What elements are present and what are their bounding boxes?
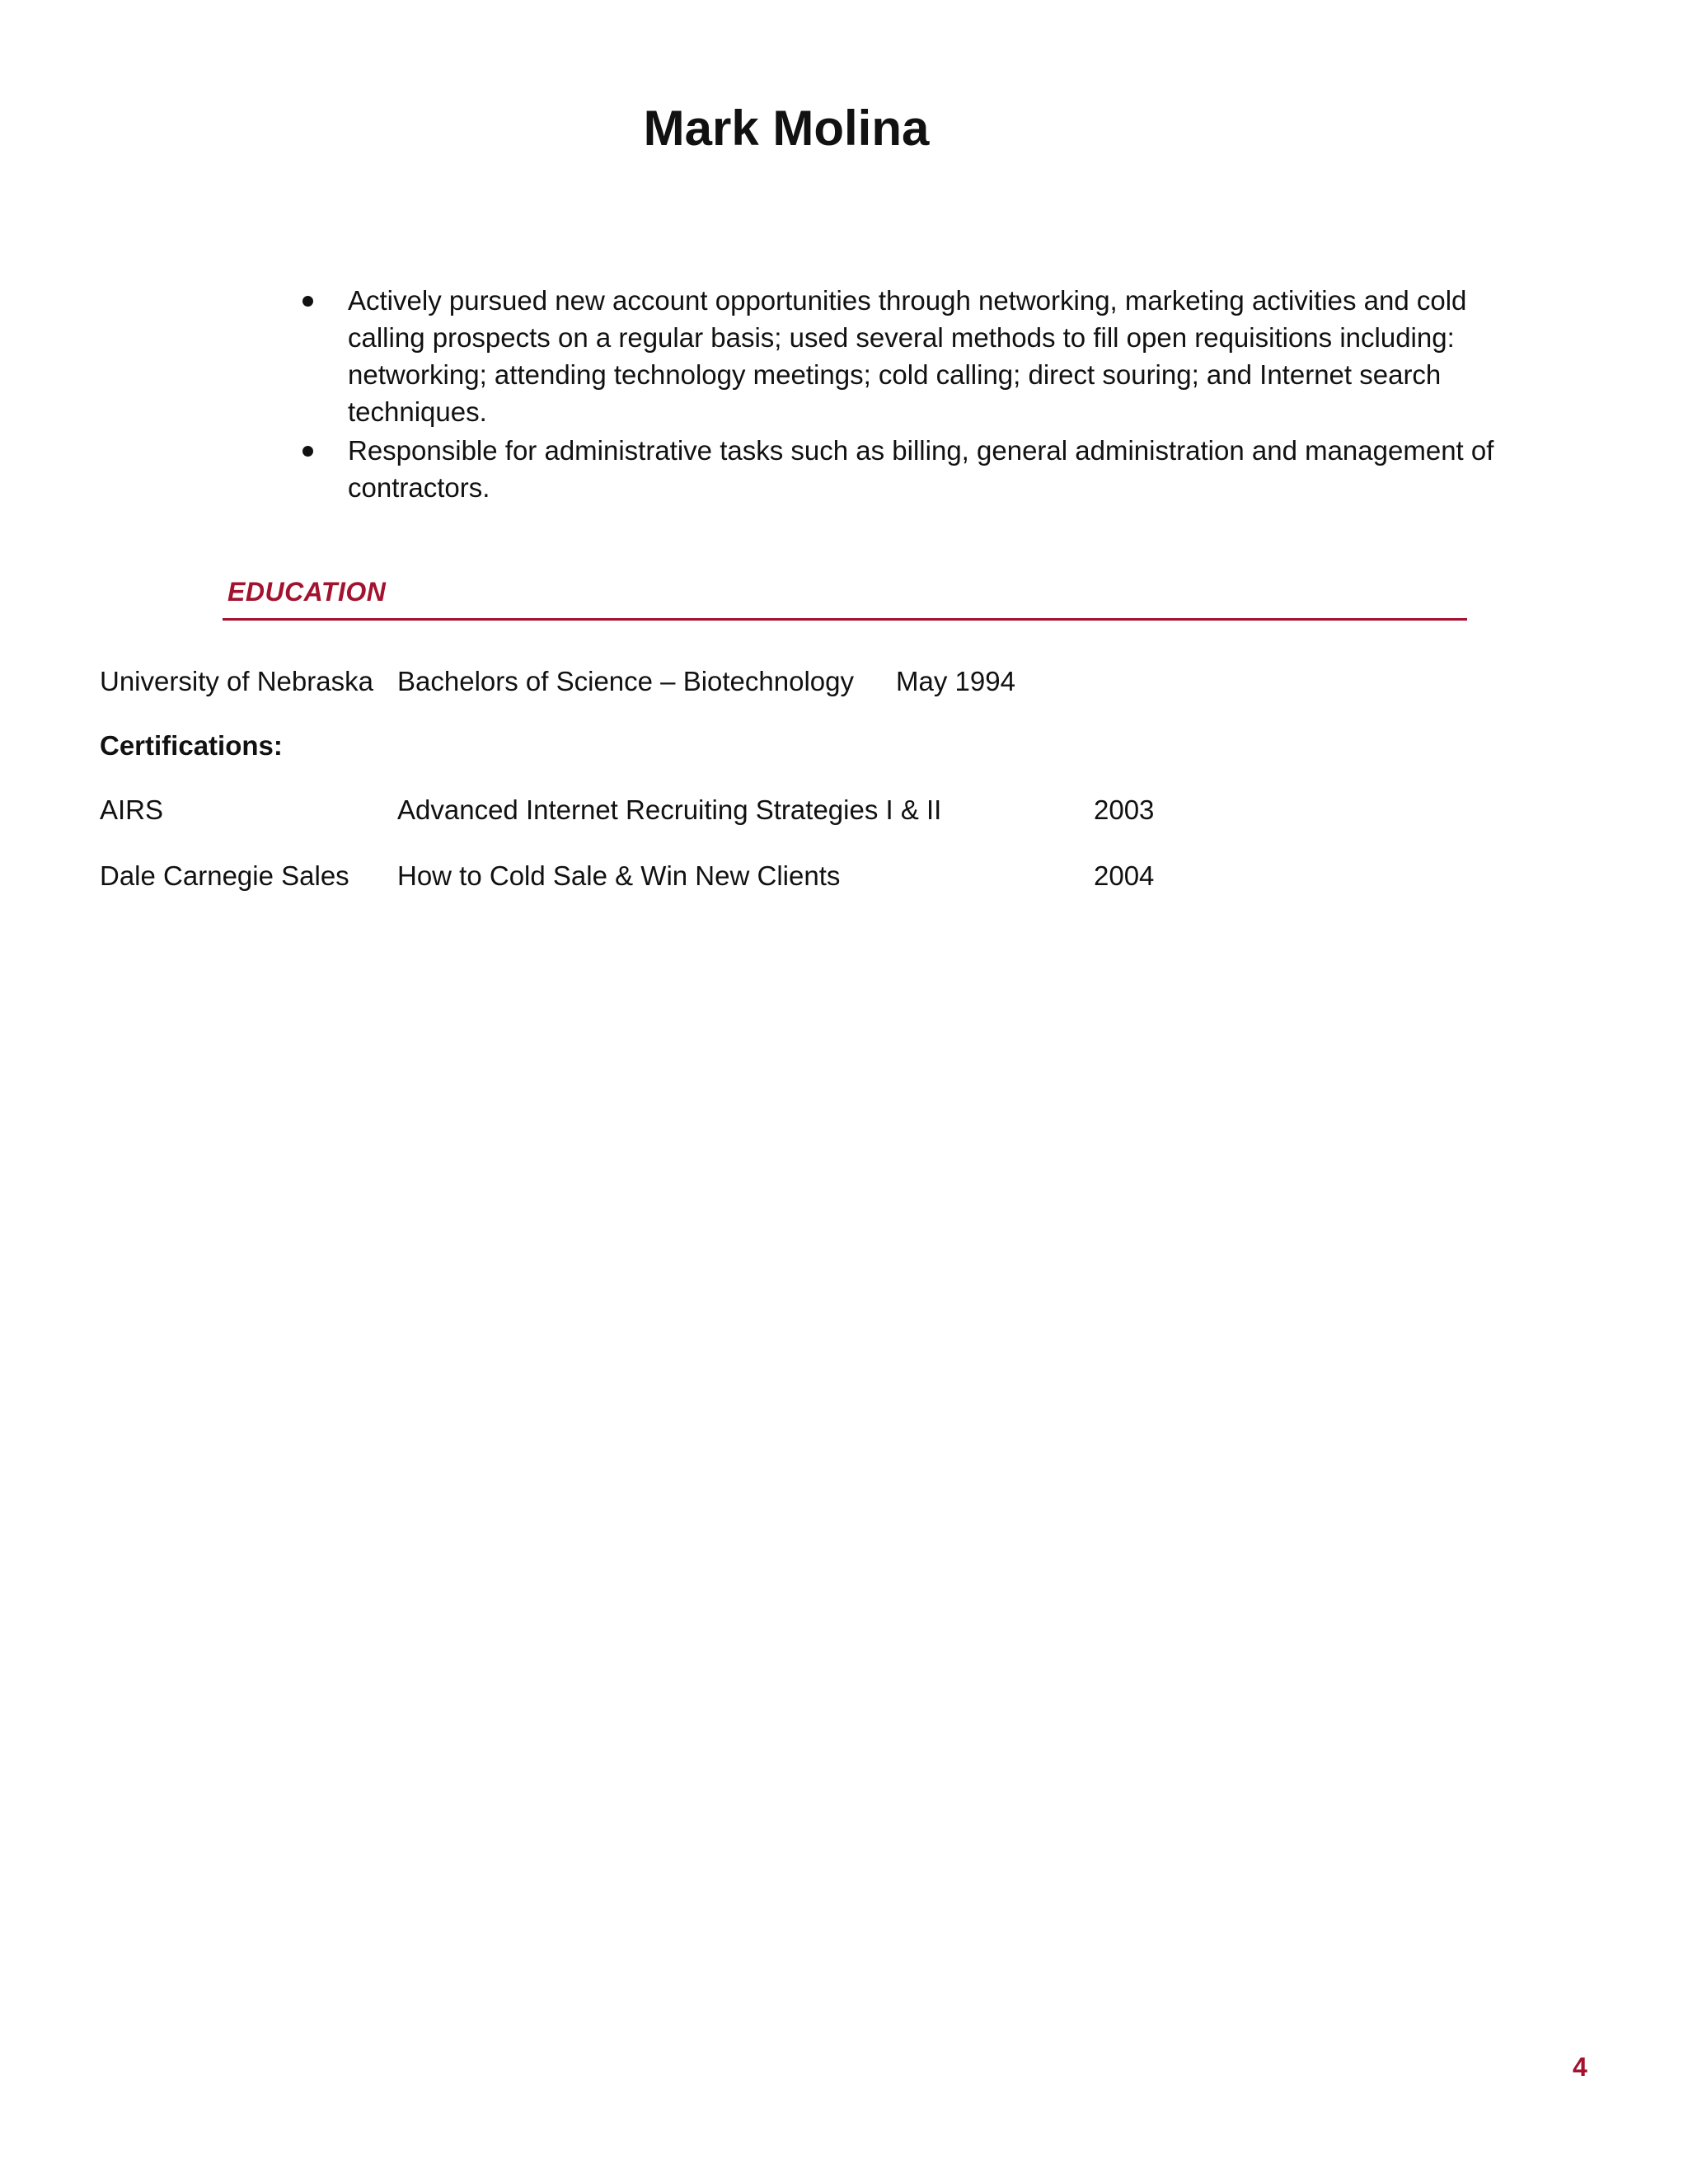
certification-issuer: Dale Carnegie Sales xyxy=(100,860,349,891)
certification-year: 2003 xyxy=(1094,794,1155,825)
certification-row xyxy=(0,790,1688,831)
certification-row xyxy=(0,855,1688,897)
bullet-icon xyxy=(302,446,313,457)
school-name: University of Nebraska xyxy=(100,666,373,696)
certification-issuer: AIRS xyxy=(100,794,164,825)
bullet-icon xyxy=(302,296,313,307)
section-divider xyxy=(223,618,1467,621)
certifications-label: Certifications: xyxy=(100,730,283,761)
degree-name: Bachelors of Science – Biotechnology xyxy=(397,666,855,696)
page-number: 4 xyxy=(1573,2052,1587,2082)
experience-bullet-list xyxy=(348,282,1535,508)
bullet-text: Actively pursued new account opportunities through networking, marketing activities and cold calling prospects on a regular basis; used several methods to fill open requisitions including: networking; attending technology meetings; cold calling; direct souring; and Internet search techniques. xyxy=(348,285,1467,427)
bullet-text: Responsible for administrative tasks such as billing, general administration and management of contractors. xyxy=(348,435,1494,503)
list-item xyxy=(348,432,1535,506)
certification-title: Advanced Internet Recruiting Strategies I & II xyxy=(397,794,942,825)
certification-year: 2004 xyxy=(1094,860,1155,891)
graduation-date: May 1994 xyxy=(896,666,1015,696)
education-row xyxy=(0,661,1688,702)
certification-title: How to Cold Sale & Win New Clients xyxy=(397,860,841,891)
list-item xyxy=(348,282,1535,430)
page-title: Mark Molina xyxy=(643,101,930,156)
education-heading: EDUCATION xyxy=(227,577,387,607)
